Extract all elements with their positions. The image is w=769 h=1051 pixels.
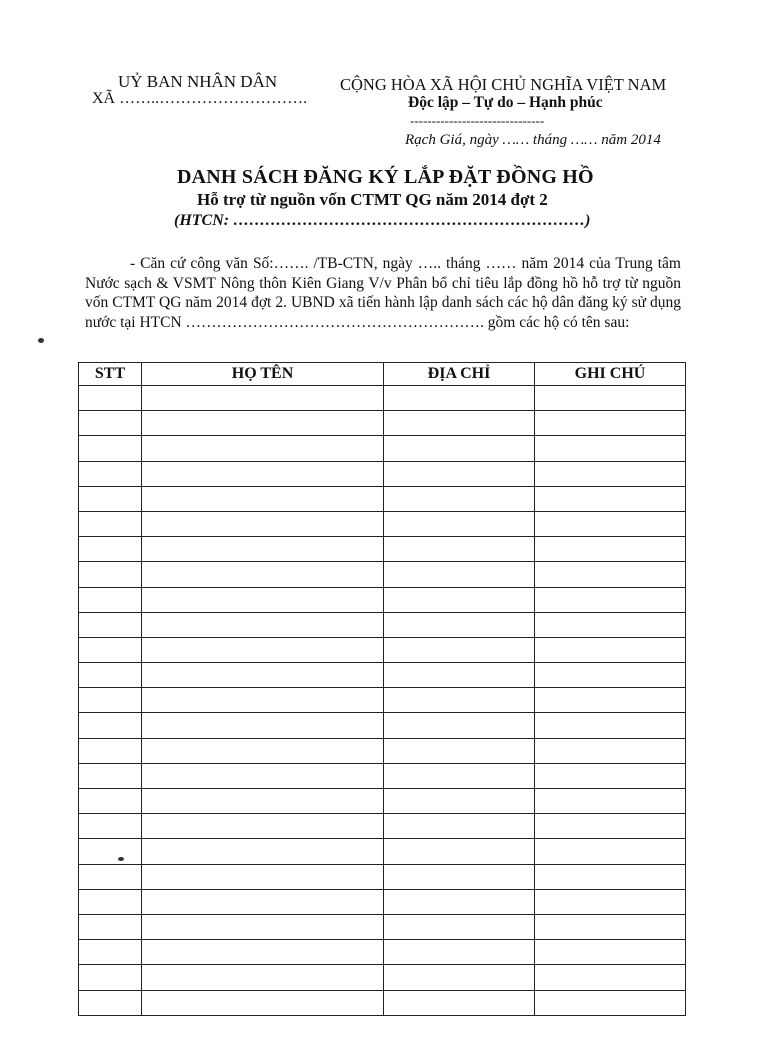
table-cell	[535, 562, 686, 587]
table-cell	[384, 965, 535, 990]
table-cell	[535, 612, 686, 637]
table-cell	[384, 738, 535, 763]
table-cell	[79, 763, 142, 788]
table-cell	[535, 763, 686, 788]
table-cell	[535, 688, 686, 713]
table-cell	[79, 436, 142, 461]
table-cell	[142, 688, 384, 713]
table-row	[79, 713, 686, 738]
table-cell	[142, 486, 384, 511]
org-commune: XÃ ……..……………………….	[92, 90, 308, 107]
table-cell	[384, 713, 535, 738]
table-cell	[79, 637, 142, 662]
table-row	[79, 688, 686, 713]
table-row	[79, 411, 686, 436]
table-cell	[79, 511, 142, 536]
table-cell	[535, 663, 686, 688]
column-header-dia-chi: ĐỊA CHỈ	[384, 363, 535, 386]
table-cell	[384, 763, 535, 788]
table-cell	[142, 940, 384, 965]
table-cell	[142, 436, 384, 461]
scan-mark	[38, 338, 44, 343]
table-cell	[142, 587, 384, 612]
table-cell	[142, 789, 384, 814]
column-header-ho-ten: HỌ TÊN	[142, 363, 384, 386]
table-cell	[142, 763, 384, 788]
table-cell	[142, 612, 384, 637]
table-row	[79, 562, 686, 587]
table-cell	[535, 637, 686, 662]
table-cell	[535, 738, 686, 763]
table-row	[79, 587, 686, 612]
table-row	[79, 839, 686, 864]
registration-table	[78, 362, 686, 1016]
table-cell	[142, 864, 384, 889]
table-cell	[535, 713, 686, 738]
table-cell	[79, 587, 142, 612]
table-row	[79, 990, 686, 1015]
table-row	[79, 436, 686, 461]
table-row	[79, 814, 686, 839]
table-cell	[142, 663, 384, 688]
table-row	[79, 612, 686, 637]
table-cell	[384, 914, 535, 939]
table-row	[79, 763, 686, 788]
table-cell	[79, 562, 142, 587]
table-cell	[535, 914, 686, 939]
table-row	[79, 637, 686, 662]
table-cell	[142, 411, 384, 436]
table-row	[79, 486, 686, 511]
table-cell	[79, 386, 142, 411]
motto-rule: -------------------------------	[410, 113, 545, 128]
table-row	[79, 940, 686, 965]
table-cell	[79, 663, 142, 688]
table-cell	[142, 990, 384, 1015]
table-cell	[142, 386, 384, 411]
table-cell	[535, 436, 686, 461]
body-paragraph: - Căn cứ công văn Số:……. /TB-CTN, ngày ….. tháng …… năm 2014 của Trung tâm Nước sạch & VSMT Nông thôn Kiên Giang V/v Phân bổ chỉ tiêu lắp đồng hồ hỗ trợ từ nguồn vốn CTMT QG năm 2014 đợt 2. UBND xã tiến hành lập danh sách các hộ dân đăng ký sử dụng nước tại HTCN …………………………………………………. gồm các hộ có tên sau:	[85, 255, 681, 331]
table-cell	[384, 688, 535, 713]
table-cell	[384, 789, 535, 814]
table-cell	[142, 511, 384, 536]
table-cell	[384, 940, 535, 965]
table-cell	[142, 814, 384, 839]
table-cell	[535, 511, 686, 536]
table-cell	[384, 386, 535, 411]
table-cell	[384, 990, 535, 1015]
table-cell	[384, 864, 535, 889]
table-row	[79, 386, 686, 411]
table-row	[79, 789, 686, 814]
scan-mark	[118, 857, 124, 861]
table-cell	[535, 864, 686, 889]
document-title: DANH SÁCH ĐĂNG KÝ LẮP ĐẶT ĐỒNG HỒ	[177, 166, 594, 188]
table-cell	[79, 789, 142, 814]
table-cell	[535, 814, 686, 839]
table-cell	[384, 436, 535, 461]
document-subtitle: Hỗ trợ từ nguồn vốn CTMT QG năm 2014 đợt 2	[197, 190, 548, 209]
table-cell	[384, 814, 535, 839]
table-row	[79, 864, 686, 889]
table-cell	[535, 839, 686, 864]
table-cell	[79, 411, 142, 436]
table-row	[79, 663, 686, 688]
nation-title: CỘNG HÒA XÃ HỘI CHỦ NGHĨA VIỆT NAM	[340, 75, 667, 94]
table-cell	[384, 839, 535, 864]
table-row	[79, 537, 686, 562]
table-cell	[535, 587, 686, 612]
table-cell	[535, 537, 686, 562]
table-cell	[79, 612, 142, 637]
table-row	[79, 889, 686, 914]
table-cell	[384, 663, 535, 688]
table-cell	[79, 864, 142, 889]
table-cell	[535, 461, 686, 486]
table-cell	[384, 511, 535, 536]
table-cell	[384, 889, 535, 914]
table-cell	[535, 486, 686, 511]
table-cell	[535, 965, 686, 990]
table-cell	[384, 562, 535, 587]
table-cell	[142, 914, 384, 939]
table-row	[79, 461, 686, 486]
table-cell	[535, 386, 686, 411]
table-cell	[79, 814, 142, 839]
table-cell	[384, 587, 535, 612]
table-cell	[79, 688, 142, 713]
table-cell	[142, 713, 384, 738]
table-cell	[535, 889, 686, 914]
table-row	[79, 914, 686, 939]
table-cell	[384, 411, 535, 436]
table-cell	[79, 889, 142, 914]
table-cell	[79, 537, 142, 562]
table-cell	[142, 839, 384, 864]
table-header-row	[79, 363, 686, 386]
table-cell	[535, 789, 686, 814]
table-cell	[384, 637, 535, 662]
table-row	[79, 738, 686, 763]
table-cell	[79, 738, 142, 763]
table-cell	[79, 940, 142, 965]
nation-motto: Độc lập – Tự do – Hạnh phúc	[408, 94, 603, 111]
place-date: Rạch Giá, ngày …… tháng …… năm 2014	[405, 132, 661, 148]
table-cell	[79, 990, 142, 1015]
table-cell	[535, 940, 686, 965]
table-cell	[79, 965, 142, 990]
table-cell	[142, 965, 384, 990]
table-row	[79, 965, 686, 990]
table-cell	[142, 537, 384, 562]
table-cell	[142, 637, 384, 662]
table-cell	[535, 411, 686, 436]
table-cell	[79, 461, 142, 486]
table-cell	[79, 914, 142, 939]
table-cell	[142, 562, 384, 587]
table-cell	[384, 461, 535, 486]
table-cell	[79, 839, 142, 864]
table-cell	[142, 889, 384, 914]
table-cell	[142, 738, 384, 763]
column-header-stt: STT	[79, 363, 142, 386]
table-cell	[384, 537, 535, 562]
table-cell	[384, 486, 535, 511]
document-htcn: (HTCN: …………………………………………………………)	[174, 212, 591, 229]
table-row	[79, 511, 686, 536]
table-cell	[79, 713, 142, 738]
table-cell	[142, 461, 384, 486]
column-header-ghi-chu: GHI CHÚ	[535, 363, 686, 386]
table-cell	[79, 486, 142, 511]
org-name: UỶ BAN NHÂN DÂN	[118, 72, 278, 91]
table-cell	[384, 612, 535, 637]
table-cell	[535, 990, 686, 1015]
